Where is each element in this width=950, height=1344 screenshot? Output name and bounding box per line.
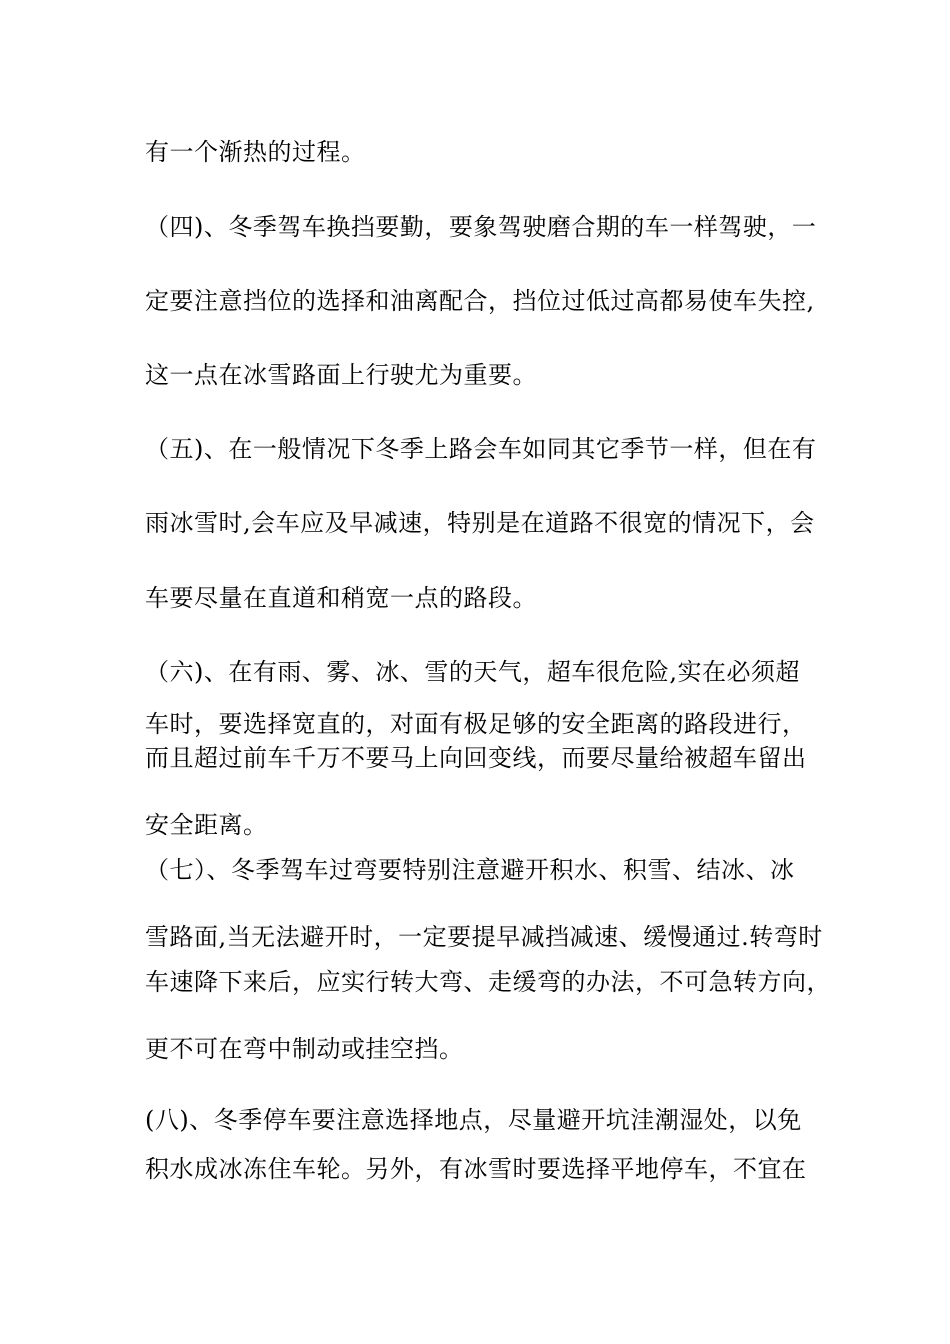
- text-line: 雪路面,当无法避开时，一定要提早减挡减速、缓慢通过.转弯时: [145, 923, 823, 951]
- text-line: 安全距离。: [145, 811, 268, 839]
- text-line: 车速降下来后，应实行转大弯、走缓弯的办法，不可急转方向，: [145, 968, 831, 996]
- text-line: （六)、在有雨、雾、冰、雪的天气，超车很危险,实在必须超: [145, 658, 800, 686]
- text-line: 雨冰雪时,会车应及早减速，特别是在道路不很宽的情况下，会: [145, 509, 815, 537]
- text-line: （七）、冬季驾车过弯要特别注意避开积水、积雪、结冰、冰: [145, 856, 795, 884]
- text-line: 有一个渐热的过程。: [145, 138, 366, 166]
- text-line: 车时，要选择宽直的，对面有极足够的安全距离的路段进行，: [145, 710, 807, 738]
- text-line: 更不可在弯中制动或挂空挡。: [145, 1035, 464, 1063]
- text-line: 积水成冰冻住车轮。另外，有冰雪时要选择平地停车，不宜在: [145, 1155, 807, 1183]
- text-line: (八)、冬季停车要注意选择地点，尽量避开坑洼潮湿处，以免: [145, 1106, 802, 1134]
- text-line: 而且超过前车千万不要马上向回变线，而要尽量给被超车留出: [145, 744, 807, 772]
- text-line: 定要注意挡位的选择和油离配合，挡位过低过高都易使车失控,: [145, 287, 815, 315]
- text-line: （五)、在一般情况下冬季上路会车如同其它季节一样，但在有: [145, 435, 817, 463]
- text-line: 车要尽量在直道和稍宽一点的路段。: [145, 584, 537, 612]
- text-line: 这一点在冰雪路面上行驶尤为重要。: [145, 361, 537, 389]
- text-line: （四)、冬季驾车换挡要勤，要象驾驶磨合期的车一样驾驶，一: [145, 213, 817, 241]
